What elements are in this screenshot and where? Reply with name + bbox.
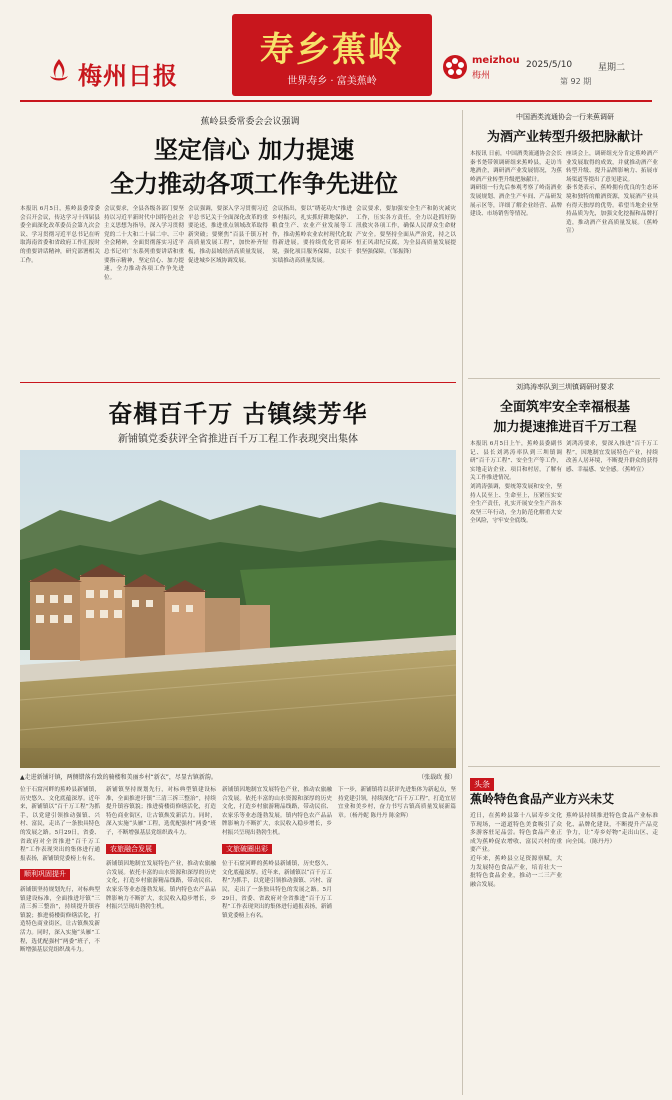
lead-col-1 — [20, 205, 100, 375]
feature-paragraph: 位于石窟河畔的蕉岭县新铺镇，历史悠久、文化底蕴深厚。近年来，新铺镇以“百千万工程”为抓手，以党建引领推动强镇、兴村、富民，走出了一条独具特色的发展之路。5月29日，省委、省政府对全省推进“百千万工程”工作表现突出的集体进行通报表扬，新铺镇党委榜上有名。 — [20, 787, 100, 862]
column-divider — [462, 110, 463, 1095]
right-top-paragraph: 座谈会上，调研组充分肯定蕉岭酒产业发展取得的成效，并就推动酒产业转型升级、提升品牌影响力、拓展市场渠道等提出了意见建议。 — [566, 151, 658, 183]
lead-paragraph: 会议要求，要加强安全生产和防灾减灾工作，压实各方责任，全力以赴抓好防汛救灾各项工作，确保人民群众生命财产安全。要坚持全面从严治党，持之以恒正风肃纪反腐，为全县高质量发展提供坚强保障。（邹振锋） — [356, 206, 456, 255]
right-mid-paragraph: 本报讯 6月5日上午，蕉岭县委副书记、县长刘鸿涛率队到三圳镇调研“百千万工程”、安全生产等工作，实地走访企业、项目和村居，了解有关工作推进情况。 — [470, 441, 562, 482]
right-bottom-col-1 — [470, 812, 562, 1092]
right-top-paragraph: 调研组一行先后参观考察了岭南酒业发展规划、酒企生产车间、产品研发展示区等，详细了解企业经营、品牌建设、市场销售等情况。 — [470, 185, 562, 218]
feature-paragraph: 新铺镇因地制宜发展特色产业，推动农旅融合发展。依托丰富的山水资源和深厚的历史文化，打造乡村旅游精品线路，带动民宿、农家乐等业态蓬勃发展。镇内特色农产品品牌影响力不断扩大，农民收入稳步增长，乡村振兴呈现出勃勃生机。 — [222, 787, 332, 836]
feature-photo — [20, 450, 456, 768]
meizhou-logo-cn: 梅州 — [472, 71, 491, 81]
lead-paragraph: 会议强调，要深入学习贯彻习近平总书记关于全面深化改革的重要论述，推进重点领域改革取得新突破；要聚焦“百县千镇万村高质量发展工程”，加快补齐短板，推动县域经济高质量发展，促进城乡区域协调发展。 — [188, 206, 268, 264]
issue-page: 第 92 期 — [560, 77, 592, 86]
right-top-kicker: 中国酒类流通协会一行来蕉调研 — [516, 113, 614, 121]
feature-paragraph: 新铺镇坚持规划先行，对标典型镇建设标准，全面推进圩镇“三清三拆三整治”，持续提升镇容镇貌；推进骑楼街修缮活化，打造特色商业街区，让古镇焕发新活力。同时，深入实施“头雁”工程，选优配强村“两委”班子，不断增强基层党组织战斗力。 — [106, 787, 216, 836]
feature-col-1 — [20, 786, 100, 1091]
right-mid-col-2 — [566, 440, 658, 760]
subsection-heading: 农旅融合发展 — [106, 844, 156, 855]
right-top-col-2 — [566, 150, 658, 375]
lead-headline-1: 坚定信心 加力提速 — [153, 136, 355, 164]
masthead — [0, 0, 672, 108]
lead-paragraph: 本报讯 6月5日，蕉岭县委常委会召开会议，传达学习十四届县委全面深化改革委员会第九次会议、学习贯彻习近平总书记在听取海南省委和省政府工作汇报时的重要讲话精神，研究部署相关工作。 — [20, 206, 100, 264]
feature-paragraph: 下一步，新铺镇将以获评先进集体为新起点，坚持党建引领，持续深化“百千万工程”，打造宜居宜业和美乡村，奋力书写古镇高质量发展新篇章。（杨丹妮 陈丹丹 陈金辉） — [338, 787, 456, 819]
right-top-headline: 为酒产业转型升级把脉献计 — [486, 130, 643, 145]
photo-caption: ▲走进新铺圩镇，两侧错落有致的骑楼和美丽乡村“新衣”，尽显古镇新韵。 — [20, 774, 217, 781]
right-top-paragraph: 秦书尧表示，蕉岭拥有优良的生态环境和独特的酿酒资源，发展酒产业具有得天独厚的优势。希望当地企业坚持品质为先，加强文化挖掘和品牌打造，推动酒产业高质量发展。（蕉岭宣） — [566, 185, 658, 235]
feature-subheadline: 新铺镇党委获评全省推进百千万工程工作表现突出集体 — [118, 434, 358, 445]
right-mid-col-1 — [470, 440, 562, 760]
right-mid-paragraph: 刘鸿涛要求，要深入推进“百千万工程”，因地制宜发展特色产业，持续改善人居环境，不断提升群众的获得感、幸福感、安全感。（蕉岭宣） — [566, 441, 658, 473]
masthead-rule — [20, 100, 652, 102]
feature-col-2 — [106, 786, 216, 1091]
issue-date: 2025/5/10 — [526, 60, 573, 70]
feature-top-rule — [20, 382, 456, 383]
section-title: 寿乡蕉岭 — [260, 30, 404, 70]
lead-col-3 — [188, 205, 268, 375]
lead-col-4 — [272, 205, 352, 375]
paper-name: 梅州日报 — [78, 62, 178, 90]
paper-logo-icon — [44, 56, 74, 86]
right-bottom-paragraph: 近日，在蕉岭县第十八届寿乡文化节现场，一道道特色美食吸引了众多游客驻足品尝。特色食品产业正成为蕉岭促农增收、富民兴村的重要产业。 — [470, 813, 562, 854]
issue-weekday: 星期二 — [598, 63, 626, 73]
right-bottom-paragraph: 蕉岭县持续推进特色食品产业标准化、品牌化建设，不断提升产品竞争力，让“寿乡好物”走出山区、走向全国。（陈丹丹） — [566, 813, 658, 845]
right-bottom-tag — [470, 772, 494, 791]
lead-paragraph: 会议要求，全县各级各部门要坚持以习近平新时代中国特色社会主义思想为指导，深入学习贯彻党的二十大和二十届二中、三中全会精神，全面贯彻落实习近平总书记对广东系列重要讲话和重要指示精神，坚定信心、加力提速，全力推动各项工作争先进位。 — [104, 206, 184, 281]
feature-col-3 — [222, 786, 332, 1091]
section-banner — [232, 14, 432, 96]
lead-headline-2: 全力推动各项工作争先进位 — [110, 170, 398, 198]
right-bottom-col-2 — [566, 812, 658, 1092]
lead-col-5 — [356, 205, 456, 375]
right-mid-kicker: 刘鸿涛率队到三圳镇调研时要求 — [516, 383, 614, 391]
feature-paragraph: 位于石窟河畔的蕉岭县新铺镇，历史悠久、文化底蕴深厚。近年来，新铺镇以“百千万工程”为抓手，以党建引领推动强镇、兴村、富民，走出了一条独具特色的发展之路。5月29日，省委、省政府对全省推进“百千万工程”工作表现突出的集体进行通报表扬，新铺镇党委榜上有名。 — [222, 861, 332, 919]
feature-paragraph: 新铺镇坚持规划先行，对标典型镇建设标准，全面推进圩镇“三清三拆三整治”，持续提升镇容镇貌；推进骑楼街修缮活化，打造特色商业街区，让古镇焕发新活力。同时，深入实施“头雁”工程，选优配强村“两委”班子，不断增强基层党组织战斗力。 — [20, 886, 100, 954]
right-bottom-paragraph: 近年来，蕉岭县立足资源禀赋，大力发展特色食品产业，培育壮大一批特色食品企业，推动一二三产业融合发展。 — [470, 855, 562, 888]
right-top-paragraph: 本报讯 日前，中国酒类流通协会会长秦书尧带领调研组来蕉岭县，走访当地酒企，调研酒产业发展情况，为蕉岭酒产业转型升级把脉献计。 — [470, 151, 562, 183]
right-top-col-1 — [470, 150, 562, 375]
meizhou-logo-text: meizhou — [472, 55, 520, 66]
right-divider-1 — [468, 378, 660, 379]
photo-credit: （张载政 摄） — [418, 774, 456, 781]
feature-col-4 — [338, 786, 456, 1091]
right-mid-headline-1: 全面筑牢安全幸福根基 — [499, 400, 630, 415]
subsection-heading: 顺利巩固提升 — [20, 869, 70, 880]
right-mid-headline-2: 加力提速推进百千万工程 — [493, 420, 637, 435]
lead-paragraph: 会议指出，要以“绣花功夫”推进乡村振兴，扎实抓好耕地保护、粮食生产、农业产业发展等工作，推动蕉岭农业农村现代化取得新进展。要持续优化营商环境，强化项目服务保障，以实干实绩推动高质量发展。 — [272, 206, 352, 264]
lead-col-2 — [104, 205, 184, 375]
lead-kicker: 蕉岭县委常委会会议强调 — [200, 117, 300, 127]
feature-paragraph: 新铺镇因地制宜发展特色产业，推动农旅融合发展。依托丰富的山水资源和深厚的历史文化，打造乡村旅游精品线路，带动民宿、农家乐等业态蓬勃发展。镇内特色农产品品牌影响力不断扩大，农民收入稳步增长，乡村振兴呈现出勃勃生机。 — [106, 861, 216, 911]
right-divider-2 — [468, 766, 660, 767]
right-bottom-headline: 蕉岭特色食品产业方兴未艾 — [470, 792, 615, 806]
meizhou-logo-icon — [442, 54, 468, 80]
feature-headline: 奋楫百千万 古镇续芳华 — [108, 400, 368, 428]
subsection-heading: 文旅破圈出彩 — [222, 844, 272, 855]
headline-tag: 头条 — [470, 778, 494, 791]
section-slogan: 世界寿乡 · 富美蕉岭 — [287, 76, 377, 87]
right-mid-paragraph: 刘鸿涛强调，要统筹发展和安全，坚持人民至上、生命至上，压紧压实安全生产责任，扎实开展安全生产治本攻坚三年行动，全力防范化解重大安全风险，守牢安全底线。 — [470, 483, 562, 525]
